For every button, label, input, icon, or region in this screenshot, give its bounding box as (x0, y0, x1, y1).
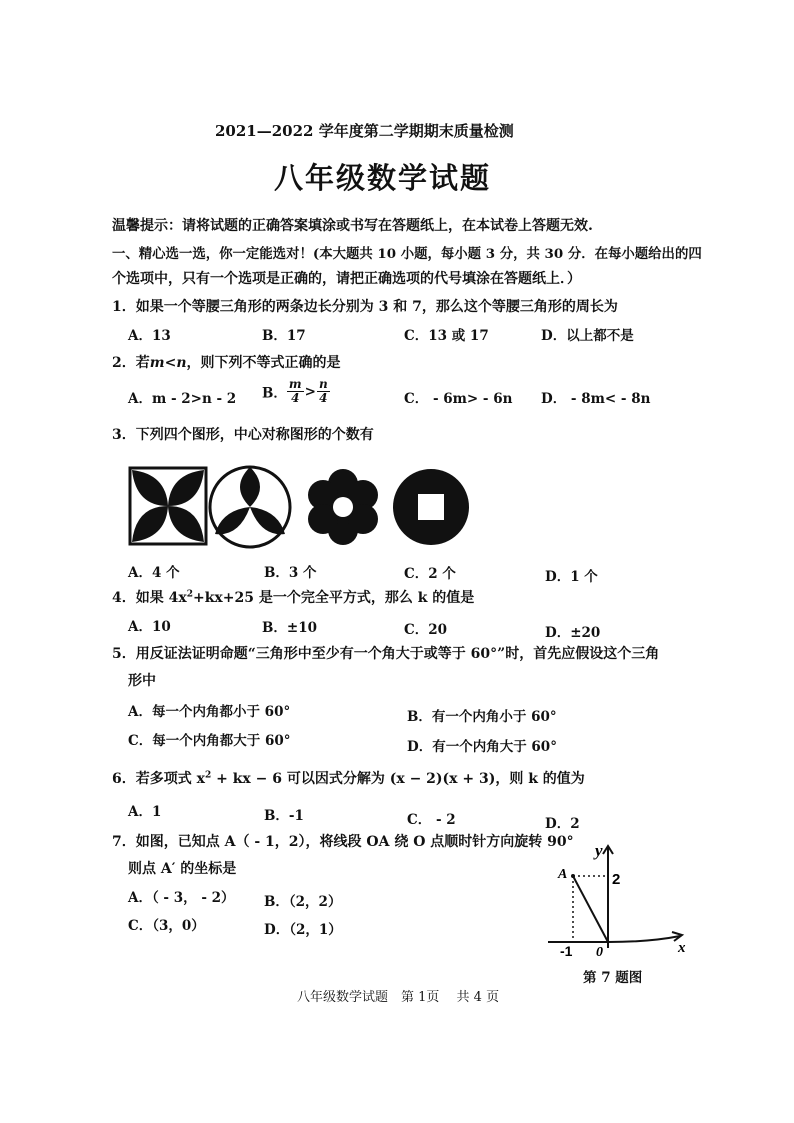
q2-var-m: m (149, 355, 165, 371)
q3-option-a: A．4 个 (128, 565, 180, 581)
q7-stem-line-1: 7．如图，已知点 A（ - 1，2），将线段 OA 绕 O 点顺时针方向旋转 90° (112, 834, 574, 850)
q2-b-frac-m (287, 378, 304, 405)
q7-point-A (571, 874, 575, 878)
q2-b-num-n: n (318, 377, 328, 391)
q4-option-c: C．20 (404, 622, 448, 638)
q7-coordinate-figure (540, 838, 700, 963)
q2-lt: < (164, 355, 177, 371)
page-footer: 八年级数学试题 第 1页 共 4 页 (297, 990, 500, 1005)
q2-var-n: n (176, 355, 187, 371)
q2-b-frac-n (317, 378, 330, 405)
exam-subtitle: 2021—2022 学年度第二学期期末质量检测 (215, 122, 514, 140)
q5-option-a: A．每一个内角都小于 60° (128, 704, 291, 720)
q7-label-x: x (678, 940, 686, 956)
q4-option-a: A．10 (128, 619, 171, 635)
q7-label-y: y (595, 841, 603, 860)
q5-stem-line-1: 5．用反证法证明命题“三角形中至少有一个角大于或等于 60°”时，首先应假设这个三角 (112, 646, 660, 662)
q6-stem-pre: 6．若多项式 x (112, 771, 205, 787)
q2-stem-post: ，则下列不等式正确的是 (186, 355, 341, 371)
q7-option-c: C．（3，0） (128, 918, 205, 934)
q6-stem-post: + kx − 6 可以因式分解为 (x − 2)(x + 3)，则 k 的值为 (211, 771, 585, 787)
q2-option-b (262, 378, 330, 405)
q4-stem-post: +kx+25 是一个完全平方式，那么 k 的值是 (192, 590, 475, 606)
q6-stem-sup: 2 (204, 770, 212, 781)
q2-option-d: D． - 8m< - 8n (541, 391, 651, 407)
q2-stem (112, 352, 341, 372)
q5-stem-line-2: 形中 (128, 673, 156, 689)
q7-label-A: A (558, 867, 568, 882)
q2-b-den-4: 4 (291, 391, 300, 405)
q7-option-a: A．（ - 3， - 2） (128, 890, 235, 906)
q7-option-b: B．（2，2） (264, 894, 342, 910)
q5-option-d: D．有一个内角大于 60° (407, 739, 557, 755)
q6-option-a: A．1 (128, 804, 162, 820)
q4-option-b: B．±10 (262, 620, 318, 636)
q7-label-0: 0 (596, 945, 603, 960)
q5-option-c: C．每一个内角都大于 60° (128, 733, 291, 749)
q1-option-d: D．以上都不是 (541, 328, 634, 344)
q3-option-c: C．2 个 (404, 566, 456, 582)
q3-option-d: D．1 个 (545, 569, 598, 585)
q3-figure-flower (308, 469, 378, 545)
q2-stem-pre: 2．若 (112, 355, 150, 371)
q4-stem-pre: 4．如果 4x (112, 590, 187, 606)
q3-stem: 3．下列四个图形，中心对称图形的个数有 (112, 427, 374, 443)
q7-figure-caption: 第 7 题图 (583, 970, 643, 986)
q3-figure-square-petals (130, 468, 206, 544)
q1-option-c: C．13 或 17 (404, 328, 489, 344)
q6-option-d: D．2 (545, 816, 580, 832)
q2-b-den-4b: 4 (319, 391, 328, 405)
notice: 温馨提示：请将试题的正确答案填涂或书写在答题纸上，在本试卷上答题无效. (112, 218, 593, 234)
q7-x-axis (548, 936, 680, 942)
q3-figures (126, 462, 476, 552)
q7-label-neg1: -1 (560, 943, 573, 959)
q4-stem (112, 587, 474, 607)
q5-option-b: B．有一个内角小于 60° (407, 709, 557, 725)
q1-stem: 1．如果一个等腰三角形的两条边长分别为 3 和 7，那么这个等腰三角形的周长为 (112, 299, 618, 315)
q2-b-op: > (304, 383, 316, 400)
exam-title: 八年级数学试题 (274, 161, 492, 195)
q3-figure-circle-three-leaves (210, 467, 290, 547)
section-line-1: 一、精心选一选，你一定能选对！(本大题共 10 小题，每小题 3 分，共 30 分．在每小题给出的四 (112, 246, 702, 262)
q3-option-b: B．3 个 (264, 565, 317, 581)
q1-option-b: B．17 (262, 328, 306, 344)
q6-option-c: C． - 2 (407, 812, 456, 828)
q1-option-a: A．13 (128, 328, 171, 344)
q7-option-d: D．（2，1） (264, 922, 342, 938)
q6-stem (112, 768, 585, 788)
q7-label-2: 2 (612, 871, 621, 888)
q2-option-a: A．m - 2>n - 2 (128, 391, 237, 407)
q3-figure-coin (393, 469, 469, 545)
q4-option-d: D．±20 (545, 625, 601, 641)
q2-b-num-m: m (288, 377, 302, 391)
q7-stem-line-2: 则点 A′ 的坐标是 (128, 861, 237, 877)
q4-stem-sup: 2 (186, 589, 193, 600)
section-line-2: 个选项中，只有一个选项是正确的，请把正确选项的代号填涂在答题纸上．） (112, 271, 581, 287)
q6-option-b: B．-1 (264, 808, 304, 824)
q2-b-label: B． (262, 385, 287, 402)
q2-option-c: C． - 6m> - 6n (404, 391, 513, 407)
q7-segment-OA (573, 876, 608, 942)
